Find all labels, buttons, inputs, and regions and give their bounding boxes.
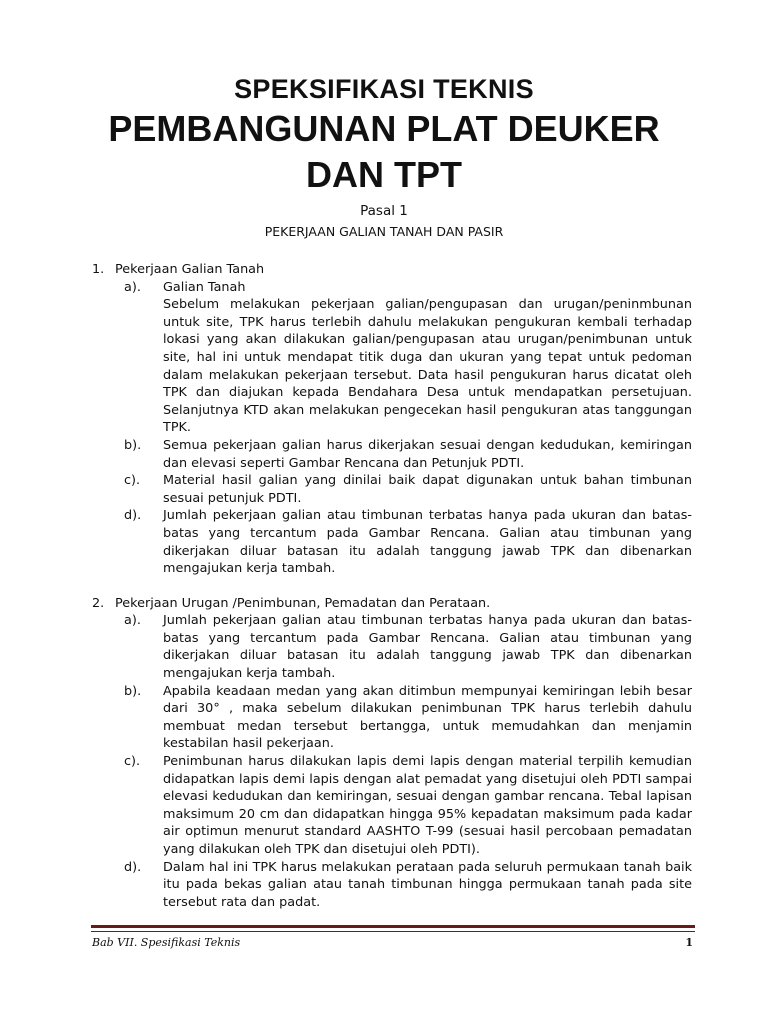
- pasal-label: Pasal 1: [360, 203, 408, 219]
- item-label: a).: [124, 613, 141, 629]
- item-text: Material hasil galian yang dinilai baik dapat digunakan untuk bahan timbunan sesuai petunjuk PDTI.: [163, 473, 692, 506]
- list-item: [115, 437, 692, 472]
- title-line-3: DAN TPT: [306, 154, 462, 195]
- list-item: [115, 472, 692, 507]
- list-item: [115, 279, 692, 437]
- list-item: [115, 683, 692, 753]
- item-text: Dalam hal ini TPK harus melakukan perataan pada seluruh permukaan tanah baik itu pada bekas galian atau tanah timbunan hingga permukaan tanah pada site tersebut rata dan padat.: [163, 859, 692, 910]
- document-title: [0, 74, 768, 197]
- section-heading: Pekerjaan Urugan /Penimbunan, Pemadatan dan Perataan.: [115, 595, 491, 611]
- item-label: a).: [124, 279, 141, 295]
- title-line-1: SPEKSIFIKASI TEKNIS: [234, 74, 534, 104]
- item-text: Penimbunan harus dilakukan lapis demi lapis dengan material terpilih kemudian didapatkan lapis demi lapis dengan alat pemadat yang disetujui oleh PDTI sampai elevasi kedudukan dan kemiringan, sesuai dengan gambar rencana. Tebal lapisan maksimum 20 cm dan didapatkan hingga 95% kepadatan maksimum pada kadar air optimun menurut standard AASHTO T-99 (sesuai hasil percobaan pemadatan yang dilakukan oleh TPK dan disetujui oleh PDTI).: [163, 754, 692, 857]
- document-body: [92, 261, 692, 911]
- item-label: d).: [124, 508, 142, 524]
- list-item: [115, 859, 692, 912]
- section-number: 1.: [92, 262, 105, 277]
- section-heading: Pekerjaan Galian Tanah: [115, 262, 265, 277]
- list-item: [115, 753, 692, 859]
- section-1: [92, 261, 692, 578]
- item-label: b).: [124, 437, 142, 453]
- item-label: d).: [124, 859, 142, 875]
- item-text: Jumlah pekerjaan galian atau timbunan terbatas hanya pada ukuran dan batas-batas yang tercantum pada Gambar Rencana. Galian atau timbunan yang dikerjakan diluar batasan itu adalah tanggung jawab TPK dan dibenarkan mengajukan kerja tambah.: [163, 508, 692, 577]
- page-number: 1: [685, 936, 693, 949]
- item-title: Galian Tanah: [163, 279, 246, 295]
- section-number: 2.: [92, 595, 105, 611]
- list-item: [115, 507, 692, 577]
- footer-divider-thin: [91, 931, 695, 932]
- section-2: [92, 595, 692, 912]
- footer-divider: [91, 925, 695, 928]
- item-label: b).: [124, 683, 142, 699]
- footer-chapter-label: Bab VII. Spesifikasi Teknis: [92, 936, 241, 949]
- item-label: c).: [124, 754, 141, 770]
- item-label: c).: [124, 473, 141, 489]
- list-item: [115, 612, 692, 682]
- item-text: Jumlah pekerjaan galian atau timbunan terbatas hanya pada ukuran dan batas-batas yang tercantum pada Gambar Rencana. Galian atau timbunan yang dikerjakan diluar batasan itu adalah tanggung jawab TPK dan dibenarkan mengajukan kerja tambah.: [163, 613, 692, 682]
- pasal-title: PEKERJAAN GALIAN TANAH DAN PASIR: [264, 224, 504, 239]
- item-text: Sebelum melakukan pekerjaan galian/pengupasan dan urugan/peninmbunan untuk site, TPK harus terlebih dahulu melakukan pengukuran kembali terhadap lokasi yang akan dilakukan galian/pengupasan atau urugan/penimbunan untuk site, hal ini untuk mendapat titik duga dan ukuran yang tepat untuk pedoman dalam melakukan pekerjaan tersebut. Data hasil pengukuran harus dicatat oleh TPK dan diajukan kepada Bendahara Desa untuk mendapatkan persetujuan. Selanjutnya KTD akan melakukan pengecekan hasil pengukuran atas tanggungan TPK.: [163, 297, 692, 436]
- item-text: Semua pekerjaan galian harus dikerjakan sesuai dengan kedudukan, kemiringan dan elevasi seperti Gambar Rencana dan Petunjuk PDTI.: [163, 437, 692, 471]
- title-line-2: PEMBANGUNAN PLAT DEUKER: [108, 108, 660, 149]
- item-text: Apabila keadaan medan yang akan ditimbun mempunyai kemiringan lebih besar dari 30° , maka sebelum dilakukan penimbunan TPK harus terlebih dahulu membuat medan tersebut bertangga, untuk memudahkan dan menjamin kestabilan hasil pekerjaan.: [163, 683, 692, 752]
